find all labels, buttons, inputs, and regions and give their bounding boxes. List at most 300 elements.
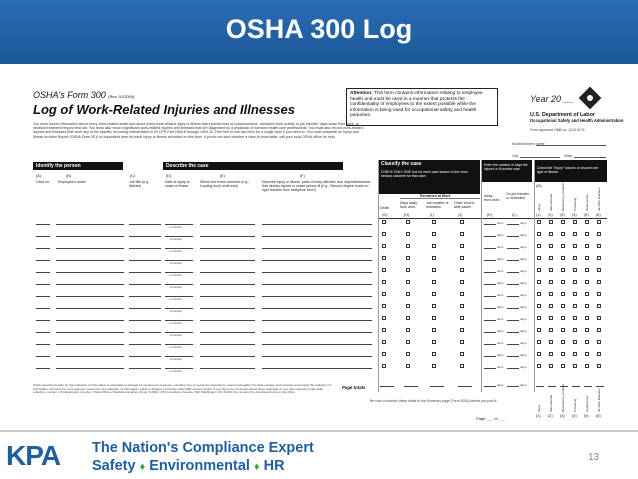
injury-checkbox[interactable] [585,268,589,272]
classify-checkbox-i[interactable] [432,340,436,344]
injury-checkbox[interactable] [597,316,601,320]
employee-name-field[interactable] [56,344,124,345]
classify-checkbox-h[interactable] [406,328,410,332]
employee-name-field[interactable] [56,248,124,249]
injury-checkbox[interactable] [585,304,589,308]
injury-checkbox[interactable] [537,316,541,320]
injury-checkbox[interactable] [573,316,577,320]
classify-checkbox-h[interactable] [406,316,410,320]
establishment-field[interactable] [536,145,606,146]
col-l-letter: (L) [512,213,517,217]
injury-checkbox[interactable] [549,364,553,368]
total-days-away[interactable] [484,386,496,387]
total-field[interactable] [458,386,472,387]
injury-checkbox[interactable] [537,364,541,368]
classify-checkbox-j[interactable] [460,268,464,272]
injury-checkbox[interactable] [585,328,589,332]
days-restricted-field[interactable] [507,224,519,225]
classify-checkbox-i[interactable] [432,232,436,236]
injury-checkbox[interactable] [561,328,565,332]
days-restricted-field[interactable] [507,296,519,297]
injury-checkbox[interactable] [561,232,565,236]
classify-checkbox-i[interactable] [432,304,436,308]
classify-checkbox-i[interactable] [432,292,436,296]
description-field[interactable] [262,284,372,285]
total-injury-field[interactable] [536,386,544,387]
form-intro: You must record information about every work-related death and about every work-related injury or illness that involves loss of consciousness, restricted work activity or job transfer, days away from work, or medical treatment beyond first aid. You must also record significant work-related injuries and illnesses that are diagnosed by a physician or licensed health care professional. You must also record work-related injuries and illnesses that meet any of the specific recording criteria listed in 29 CFR Part 1904.8 through 1904.12. Feel free to use two lines for a single case if you need to. You must complete an Injury and Illness Incident Report (OSHA Form 301) or equivalent form for each injury or illness recorded on this form. If you're not sure whether a case is recordable, call your local OSHA office for help. [33,122,363,139]
injury-checkbox[interactable] [549,268,553,272]
injury-checkbox[interactable] [549,244,553,248]
city-label: City [512,154,519,158]
classify-checkbox-i[interactable] [432,316,436,320]
bottom-injury-num: (5) [584,414,589,418]
classify-checkbox-g[interactable] [382,220,386,224]
classify-checkbox-j[interactable] [460,352,464,356]
injury-checkbox[interactable] [585,292,589,296]
injury-checkbox[interactable] [549,304,553,308]
remained-at-work-label: Remained at Work [420,194,451,198]
injury-checkbox[interactable] [597,328,601,332]
col-b-letter: (B) [66,174,72,178]
injury-checkbox[interactable] [597,364,601,368]
employee-name-field[interactable] [56,236,124,237]
classify-checkbox-i[interactable] [432,364,436,368]
employee-name-field[interactable] [56,224,124,225]
description-field[interactable] [262,332,372,333]
column-divider [481,160,482,392]
total-injury-field[interactable] [584,386,592,387]
injury-checkbox[interactable] [537,304,541,308]
classify-checkbox-j[interactable] [460,340,464,344]
location-field[interactable] [200,284,255,285]
injury-col-3: Respiratory condition [561,182,565,211]
footer-rule [0,430,638,432]
location-field[interactable] [200,356,255,357]
days-restricted-field[interactable] [507,368,519,369]
classify-checkbox-g[interactable] [382,292,386,296]
osha-300-form [30,84,624,424]
attention-text: This form contains information relating to employee health and must be used in a manner that protects the confidentiality of employees to the extent possible while the information is being used for occupational safety and health purposes. [350,91,483,119]
injury-checkbox[interactable] [573,280,577,284]
injury-checkbox[interactable] [549,328,553,332]
injury-checkbox[interactable] [573,340,577,344]
total-days-restricted[interactable] [507,386,519,387]
col-b-label: Employee's name [58,180,86,184]
col-g-label: Death [380,206,390,210]
injury-checkbox[interactable] [585,352,589,356]
classify-checkbox-g[interactable] [382,232,386,236]
injury-checkbox[interactable] [549,292,553,296]
classify-checkbox-i[interactable] [432,244,436,248]
days-away-field[interactable] [484,224,496,225]
employee-name-field[interactable] [56,356,124,357]
paperwork-reduction-note: Public reporting burden for this collection of information is estimated to average 14 minutes per response, including time to review the instructions, search and gather the data needed, and complete and review the collection of information. Persons are not required to respond to the collection of information unless it displays a currently valid OMB control number. If you have any comments about these estimates or any other aspects of this data collection, contact: US Department of Labor, OSHA Office of Statistical Analysis, Room N-3644, 200 Constitution Avenue, NW, Washington, DC 20210. Do not send the completed forms to this office. [33,383,331,395]
classify-checkbox-g[interactable] [382,352,386,356]
job-title-field[interactable] [129,296,161,297]
injury-checkbox[interactable] [573,268,577,272]
injury-checkbox[interactable] [597,232,601,236]
description-field[interactable] [262,320,372,321]
days-away-field[interactable] [484,356,496,357]
injury-checkbox[interactable] [561,280,565,284]
injury-checkbox[interactable] [585,316,589,320]
classify-checkbox-j[interactable] [460,328,464,332]
injury-checkbox[interactable] [585,220,589,224]
classify-checkbox-h[interactable] [406,220,410,224]
injury-checkbox[interactable] [537,340,541,344]
location-field[interactable] [200,224,255,225]
injury-checkbox[interactable] [597,292,601,296]
days-unit-label: days [497,317,504,321]
classify-checkbox-h[interactable] [406,256,410,260]
injury-col-2: Skin disorder [549,193,553,211]
days-restricted-field[interactable] [507,284,519,285]
classify-checkbox-h[interactable] [406,364,410,368]
injury-checkbox[interactable] [537,220,541,224]
description-field[interactable] [262,224,372,225]
injury-checkbox[interactable] [573,220,577,224]
bottom-injury-label: Skin disorder [549,394,553,412]
injury-checkbox[interactable] [585,364,589,368]
classify-checkbox-h[interactable] [406,232,410,236]
case-no-field[interactable] [36,308,50,309]
col-f-label: Describe injury or illness, parts of body affected, and object/substance that directly injured or made person ill (e.g., Second degree burns on right forearm from acetylene torch) [262,180,371,192]
job-title-field[interactable] [129,308,161,309]
page-number: 13 [588,452,600,463]
attention-box [346,88,498,126]
injury-checkbox[interactable] [573,244,577,248]
days-unit-label: days [497,245,504,249]
days-restricted-field[interactable] [507,344,519,345]
days-away-field[interactable] [484,308,496,309]
days-unit-label: days [497,365,504,369]
classify-checkbox-g[interactable] [382,316,386,320]
injury-num-1: (1) [536,213,541,217]
injury-checkbox[interactable] [573,364,577,368]
case-no-field[interactable] [36,248,50,249]
injury-checkbox[interactable] [585,256,589,260]
employee-name-field[interactable] [56,296,124,297]
state-field[interactable] [574,157,606,158]
injury-checkbox[interactable] [561,292,565,296]
days-away-field[interactable] [484,332,496,333]
section-classify-case: Classify the case [378,160,480,194]
injury-checkbox[interactable] [537,352,541,356]
description-field[interactable] [262,296,372,297]
job-title-field[interactable] [129,356,161,357]
injury-checkbox[interactable] [561,268,565,272]
classify-checkbox-h[interactable] [406,280,410,284]
description-field[interactable] [262,248,372,249]
days-away-field[interactable] [484,248,496,249]
classify-checkbox-g[interactable] [382,280,386,284]
classify-checkbox-h[interactable] [406,304,410,308]
description-field[interactable] [262,344,372,345]
form-approved: Form approved OMB no. 1218-0176 [530,128,585,132]
location-field[interactable] [200,308,255,309]
classify-checkbox-i[interactable] [432,256,436,260]
form-number: OSHA's Form 300 (Rev. 01/2004) [33,90,135,100]
classify-checkbox-g[interactable] [382,328,386,332]
total-injury-field[interactable] [572,386,580,387]
classify-checkbox-i[interactable] [432,220,436,224]
injury-checkbox[interactable] [549,220,553,224]
col-c-label: Job title (e.g., Welder) [129,180,151,188]
injury-checkbox[interactable] [549,280,553,284]
col-c-letter: (C) [130,174,136,178]
days-away-field[interactable] [484,260,496,261]
location-field[interactable] [200,320,255,321]
total-injury-field[interactable] [548,386,556,387]
injury-checkbox[interactable] [585,340,589,344]
days-away-field[interactable] [484,272,496,273]
days-unit-label: days [520,317,527,321]
location-field[interactable] [200,272,255,273]
bottom-injury-num: (1) [536,414,541,418]
classify-checkbox-j[interactable] [460,292,464,296]
employee-name-field[interactable] [56,284,124,285]
case-no-field[interactable] [36,236,50,237]
days-away-field[interactable] [484,296,496,297]
job-title-field[interactable] [129,248,161,249]
days-restricted-field[interactable] [507,356,519,357]
agency-name: Occupational Safety and Health Administration [530,118,624,123]
injury-checkbox[interactable] [537,232,541,236]
area-environmental: Environmental [149,458,250,474]
case-no-field[interactable] [36,332,50,333]
bottom-injury-label: All other illnesses [597,388,601,412]
days-unit-label: days [497,341,504,345]
days-unit-label: days [497,269,504,273]
classify-checkbox-j[interactable] [460,280,464,284]
injury-checkbox[interactable] [537,292,541,296]
case-no-field[interactable] [36,344,50,345]
classify-checkbox-h[interactable] [406,340,410,344]
injury-checkbox[interactable] [597,268,601,272]
classify-checkbox-i[interactable] [432,280,436,284]
injury-checkbox[interactable] [561,316,565,320]
year-label: Year 20 __ [530,94,574,104]
injury-checkbox[interactable] [561,220,565,224]
injury-checkbox[interactable] [597,340,601,344]
injury-num-5: (5) [584,213,589,217]
days-away-field[interactable] [484,284,496,285]
injury-checkbox[interactable] [597,280,601,284]
days-away-field[interactable] [484,344,496,345]
col-k-label: Away from work [484,194,500,202]
injury-checkbox[interactable] [573,232,577,236]
date-unit-label: month/day [169,357,183,361]
days-restricted-field[interactable] [507,332,519,333]
injury-col-4: Poisoning [573,197,577,211]
classify-checkbox-h[interactable] [406,244,410,248]
classify-checkbox-g[interactable] [382,340,386,344]
injury-checkbox[interactable] [537,280,541,284]
injury-checkbox[interactable] [561,340,565,344]
case-no-field[interactable] [36,368,50,369]
days-restricted-field[interactable] [507,308,519,309]
injury-checkbox[interactable] [597,352,601,356]
injury-checkbox[interactable] [537,328,541,332]
footer-areas [92,458,285,474]
classify-checkbox-g[interactable] [382,268,386,272]
description-field[interactable] [262,356,372,357]
case-no-field[interactable] [36,356,50,357]
classify-checkbox-g[interactable] [382,364,386,368]
injury-checkbox[interactable] [561,244,565,248]
col-j-label: Other record-able cases [454,201,475,209]
description-field[interactable] [262,260,372,261]
classify-checkbox-j[interactable] [460,364,464,368]
date-unit-label: month/day [169,369,183,373]
employee-name-field[interactable] [56,272,124,273]
injury-checkbox[interactable] [597,304,601,308]
injury-checkbox[interactable] [585,280,589,284]
injury-checkbox[interactable] [549,352,553,356]
employee-name-field[interactable] [56,260,124,261]
days-unit-label: days [497,383,504,387]
classify-checkbox-j[interactable] [460,232,464,236]
classify-checkbox-j[interactable] [460,220,464,224]
classify-checkbox-j[interactable] [460,316,464,320]
injury-checkbox[interactable] [549,232,553,236]
injury-checkbox[interactable] [573,328,577,332]
employee-name-field[interactable] [56,320,124,321]
job-title-field[interactable] [129,320,161,321]
description-field[interactable] [262,272,372,273]
classify-checkbox-j[interactable] [460,244,464,248]
classify-checkbox-g[interactable] [382,256,386,260]
location-field[interactable] [200,236,255,237]
total-injury-field[interactable] [596,386,604,387]
injury-checkbox[interactable] [573,256,577,260]
injury-checkbox[interactable] [573,352,577,356]
classify-checkbox-i[interactable] [432,328,436,332]
classify-checkbox-h[interactable] [406,268,410,272]
classify-checkbox-j[interactable] [460,256,464,260]
classify-checkbox-g[interactable] [382,304,386,308]
days-restricted-field[interactable] [507,320,519,321]
days-unit-label: days [497,329,504,333]
job-title-field[interactable] [129,284,161,285]
col-l-label: On job transfer or restriction [506,192,530,200]
department-name: U.S. Department of Labor [530,112,595,118]
employee-name-field[interactable] [56,368,124,369]
date-unit-label: month/day [169,261,183,265]
injury-checkbox[interactable] [537,244,541,248]
diamond-icon: ♦ [139,461,146,473]
job-title-field[interactable] [129,260,161,261]
injury-checkbox[interactable] [585,244,589,248]
injury-checkbox[interactable] [573,304,577,308]
diamond-icon: ♦ [253,461,260,473]
case-no-field[interactable] [36,224,50,225]
days-unit-label: days [497,305,504,309]
location-field[interactable] [200,296,255,297]
injury-checkbox[interactable] [549,256,553,260]
job-title-field[interactable] [129,224,161,225]
location-field[interactable] [200,248,255,249]
days-away-field[interactable] [484,368,496,369]
days-restricted-field[interactable] [507,248,519,249]
employee-name-field[interactable] [56,332,124,333]
days-away-field[interactable] [484,320,496,321]
job-title-field[interactable] [129,272,161,273]
section-describe-case: Describe the case [163,162,343,170]
job-title-field[interactable] [129,236,161,237]
days-restricted-field[interactable] [507,260,519,261]
injury-checkbox[interactable] [561,304,565,308]
case-no-field[interactable] [36,272,50,273]
form-revision: (Rev. 01/2004) [108,94,135,99]
case-no-field[interactable] [36,260,50,261]
description-field[interactable] [262,236,372,237]
injury-checkbox[interactable] [561,256,565,260]
classify-checkbox-i[interactable] [432,352,436,356]
case-no-field[interactable] [36,320,50,321]
injury-checkbox[interactable] [549,340,553,344]
days-unit-label: days [520,257,527,261]
days-away-field[interactable] [484,236,496,237]
days-restricted-field[interactable] [507,236,519,237]
case-no-field[interactable] [36,296,50,297]
classify-checkbox-i[interactable] [432,268,436,272]
injury-checkbox[interactable] [561,352,565,356]
days-unit-label: days [520,233,527,237]
days-restricted-field[interactable] [507,272,519,273]
header-rule [378,218,607,219]
description-field[interactable] [262,308,372,309]
injury-checkbox[interactable] [549,316,553,320]
location-field[interactable] [200,368,255,369]
case-no-field[interactable] [36,284,50,285]
total-field[interactable] [430,386,444,387]
classify-checkbox-j[interactable] [460,304,464,308]
injury-checkbox[interactable] [585,232,589,236]
location-field[interactable] [200,344,255,345]
injury-checkbox[interactable] [597,220,601,224]
col-d-label: Date of injury or onset of illness [165,180,190,188]
col-a-letter: (A) [36,174,42,178]
classify-checkbox-h[interactable] [406,292,410,296]
injury-checkbox[interactable] [537,256,541,260]
injury-checkbox[interactable] [561,364,565,368]
job-title-field[interactable] [129,332,161,333]
injury-checkbox[interactable] [597,256,601,260]
total-field[interactable] [404,386,418,387]
classify-checkbox-g[interactable] [382,244,386,248]
job-title-field[interactable] [129,344,161,345]
injury-checkbox[interactable] [573,292,577,296]
injury-num-4: (4) [572,213,577,217]
date-unit-label: month/day [169,345,183,349]
location-field[interactable] [200,332,255,333]
description-field[interactable] [262,368,372,369]
date-unit-label: month/day [169,273,183,277]
injury-checkbox[interactable] [537,268,541,272]
employee-name-field[interactable] [56,308,124,309]
job-title-field[interactable] [129,368,161,369]
injury-checkbox[interactable] [597,244,601,248]
city-field[interactable] [520,157,560,158]
days-unit-label: days [520,365,527,369]
total-field[interactable] [380,386,394,387]
injury-num-6: (6) [596,213,601,217]
col-a-label: Case no. [36,180,51,184]
classify-checkbox-h[interactable] [406,352,410,356]
location-field[interactable] [200,260,255,261]
attention-label: Attention: [350,91,373,96]
